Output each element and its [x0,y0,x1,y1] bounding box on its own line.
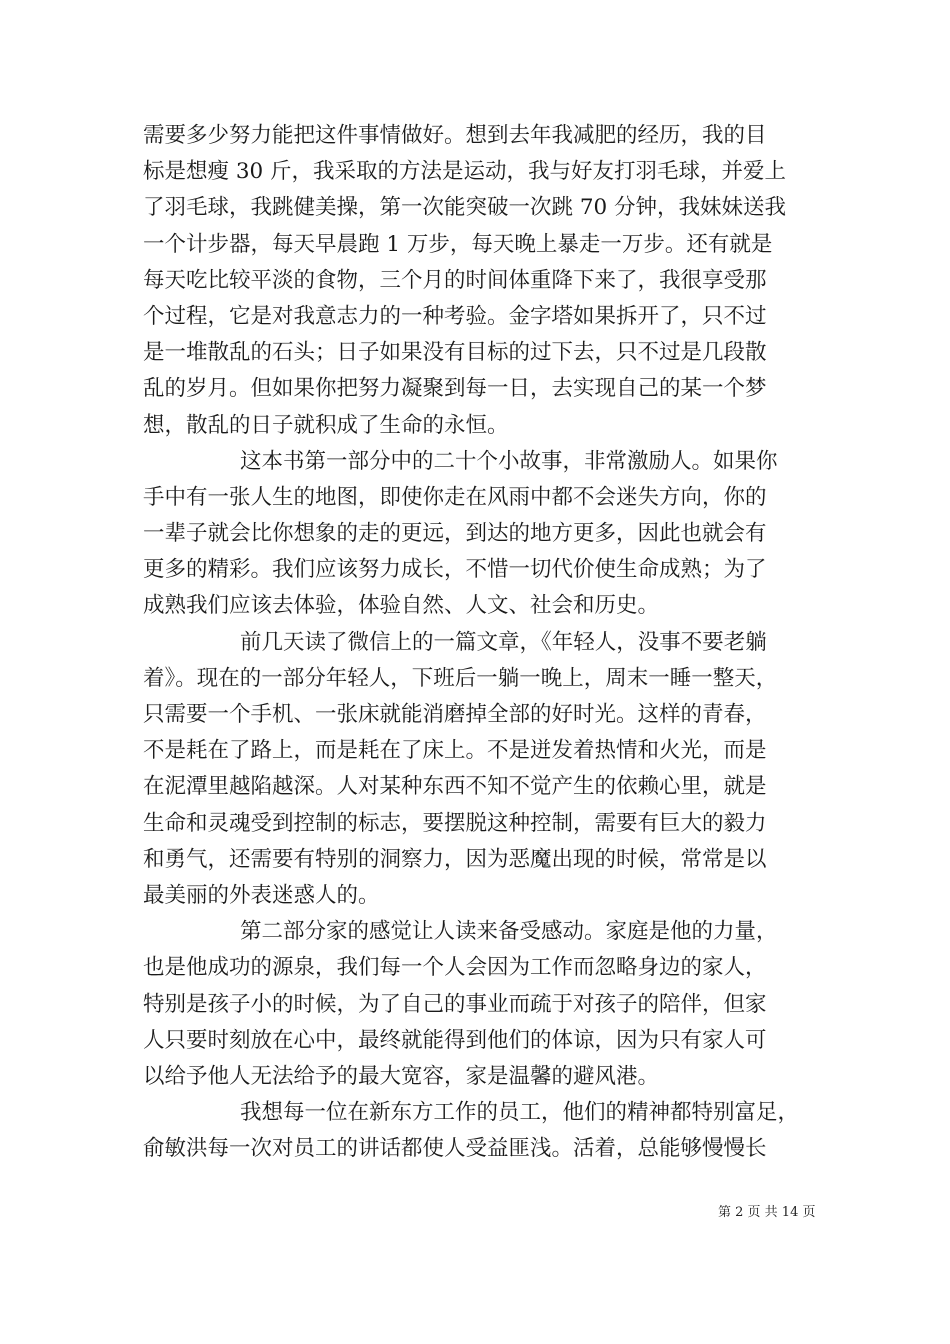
text-line: 人只要时刻放在心中，最终就能得到他们的体谅，因为只有家人可 [143,1027,767,1053]
text-line: 和勇气，还需要有特别的洞察力，因为恶魔出现的时候，常常是以 [143,846,767,872]
text-line: 也是他成功的源泉，我们每一个人会因为工作而忽略身边的家人， [143,955,767,981]
text-line: 这本书第一部分中的二十个小故事，非常激励人。如果你 [240,448,778,474]
text-line: 了羽毛球，我跳健美操，第一次能突破一次跳 70 分钟，我妹妹送我 [143,195,787,221]
text-line: 成熟我们应该去体验，体验自然、人文、社会和历史。 [143,593,660,619]
text-line: 最美丽的外表迷惑人的。 [143,882,380,908]
text-line: 个过程，它是对我意志力的一种考验。金字塔如果拆开了，只不过 [143,303,767,329]
text-line: 更多的精彩。我们应该努力成长，不惜一切代价使生命成熟；为了 [143,557,767,583]
paragraph-2 [143,444,823,625]
text-line: 俞敏洪每一次对员工的讲话都使人受益匪浅。活着，总能够慢慢长 [143,1136,767,1162]
paragraph-4 [143,914,823,1095]
text-line: 在泥潭里越陷越深。人对某种东西不知不觉产生的依赖心里，就是 [143,774,767,800]
text-line: 乱的岁月。但如果你把努力凝聚到每一日，去实现自己的某一个梦 [143,376,767,402]
text-line: 想，散乱的日子就积成了生命的永恒。 [143,412,509,438]
text-line: 手中有一张人生的地图，即使你走在风雨中都不会迷失方向，你的 [143,484,767,510]
text-line: 标是想瘦 30 斤，我采取的方法是运动，我与好友打羽毛球，并爱上 [143,159,787,185]
paragraph-5 [143,1095,823,1167]
paragraph-1 [143,118,823,444]
text-line: 只需要一个手机、一张床就能消磨掉全部的好时光。这样的青春， [143,702,767,727]
page-number-footer: 第 2 页 共 14 页 [718,1205,816,1220]
text-line: 特别是孩子小的时候，为了自己的事业而疏于对孩子的陪伴，但家 [143,991,767,1017]
text-line: 第二部分家的感觉让人读来备受感动。家庭是他的力量， [240,919,778,945]
text-line: 以给予他人无法给予的最大宽容，家是温馨的避风港。 [143,1063,660,1089]
text-line: 我想每一位在新东方工作的员工，他们的精神都特别富足， [240,1100,800,1126]
text-line: 一个计步器，每天早晨跑 1 万步，每天晚上暴走一万步。还有就是 [143,231,773,257]
body-text [143,118,823,1167]
text-line: 一辈子就会比你想象的走的更远，到达的地方更多，因此也就会有 [143,521,767,547]
text-line: 着》。现在的一部分年轻人，下班后一躺一晚上，周末一睡一整天， [143,665,778,691]
text-line: 生命和灵魂受到控制的标志，要摆脱这种控制，需要有巨大的毅力 [143,810,767,836]
text-line: 不是耗在了路上，而是耗在了床上。不是迸发着热情和火光，而是 [143,738,767,764]
text-line: 每天吃比较平淡的食物，三个月的时间体重降下来了，我很享受那 [143,267,767,293]
text-line: 需要多少努力能把这件事情做好。想到去年我减肥的经历，我的目 [143,123,767,148]
text-line: 是一堆散乱的石头；日子如果没有目标的过下去，只不过是几段散 [143,340,767,366]
text-line: 前几天读了微信上的一篇文章，《年轻人，没事不要老躺 [240,629,767,655]
paragraph-3 [143,625,823,915]
